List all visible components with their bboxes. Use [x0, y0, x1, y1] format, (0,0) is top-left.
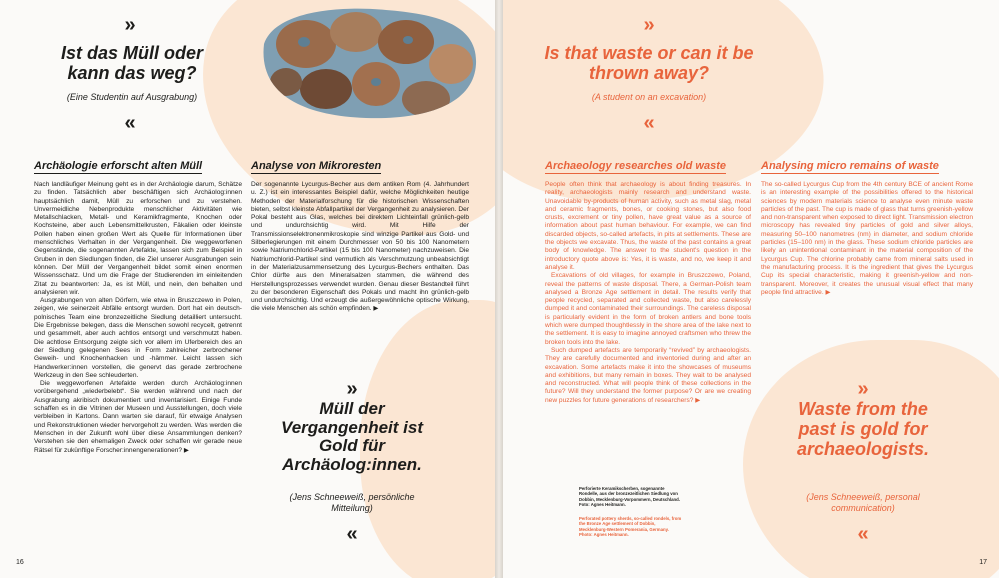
section-heading: Archaeology researches old waste — [545, 160, 726, 172]
body-column-1 — [34, 181, 242, 455]
pull-quote-attribution: (A student on an excavation) — [591, 92, 707, 102]
quote-close-mark: « — [643, 112, 655, 134]
body-column-1 — [545, 181, 751, 405]
page-number: 17 — [979, 559, 987, 566]
paragraph: Nach landläufiger Meinung geht es in der Archäologie darum, Schätze zu finden. Tatsächlich aber beschäftigen sich Archäolog:innen hauptsächlich damit, Müll zu erforschen und zu verstehen. Unvermeidliche Nebenprodukte menschlicher Aktivitäten wie Metallschlacken, Metall- und Keramikfragmente, Knochen oder Kochsteine, aber auch Lebensmittelkrusten, Fäkalien oder kleinste Pollen haben einen großen Wert als Quelle für Informationen über menschliches Verhalten in der Vergangenheit. Die weggeworfenen Gegenstände, die sogenannten Artefakte, lassen sich zum Beispiel in Gruben in den Siedlungen finden, die Ziel unserer Ausgrabungen sein können. Der Müll der Vergangenheit bildet somit einen enormen Wissensschatz. Und um die Frage der Studierenden im einleitenden Zitat zu beantworten: Ja, es ist Müll, und nein, den behalten und analysieren wir. — [34, 181, 242, 296]
pull-quote-attribution: (Jens Schneeweiß, personal communication) — [806, 492, 920, 514]
quote-open-mark: » — [857, 378, 869, 400]
pull-quote-attribution: (Jens Schneeweiß, persönliche Mitteilung) — [289, 492, 415, 514]
body-column-2 — [761, 181, 973, 297]
pull-quote-title: Is that waste or can it be thrown away? — [544, 43, 754, 83]
right-page — [503, 0, 999, 578]
quote-close-mark: « — [124, 112, 136, 134]
section-heading: Analysing micro remains of waste — [761, 160, 939, 172]
book-gutter — [495, 0, 503, 578]
photo-caption-en: Perforated pottery sherds, so-called rondels, from the Bronze Age settlement of Dobbin, Mecklenburg-Western Pomerania, Germany. Photo: Agnes Heitmann. — [579, 516, 682, 537]
quote-open-mark: » — [643, 14, 655, 36]
pull-quote-attribution: (Eine Studentin auf Ausgrabung) — [66, 92, 198, 102]
quote-close-mark: « — [346, 523, 358, 545]
paragraph: Excavations of old villages, for example in Bruszczewo, Poland, reveal the patterns of waste disposal. There, a German-Polish team analysed a Bronze Age settlement in detail. The results verify that people recycled, separated and collected waste, but also carelessly dumped it and contaminated their surroundings. The careless disposal is particularly evident in the form of broken antlers and bone tools which were dumped thoughtlessly in the shore area of the lake next to the settlement. It is easy to imagine annoyed craftsmen who threw the broken tools into the lake. — [545, 272, 751, 346]
pull-quote-title: Ist das Müll oder kann das weg? — [60, 43, 204, 83]
paragraph: Such dumped artefacts are temporarily “revived” by archaeologists. They are carefully documented and inventoried during and after an excavation. Some artefacts make it into the showcases of museums and exhibitions, but many remain in boxes. They wait to be analysed and reconstructed. What will people think of these collections in the future? Will they understand the former purpose? Or are we creating new puzzles for future generations of researchers? ▶ — [545, 346, 751, 404]
pottery-sherds-photo — [256, 4, 480, 122]
left-page — [0, 0, 495, 578]
section-heading: Analyse von Mikroresten — [251, 160, 382, 172]
paragraph: Die weggeworfenen Artefakte werden durch Archäolog:innen vorübergehend „wiederbelebt“. Sie werden während und nach der Ausgrabung akribisch dokumentiert und inventarisiert. Einige Funde schaffen es in die Vitrinen der Museen und Ausstellungen, doch viele verbleiben in Kartons. Dann warten sie darauf, für etwaige Analysen und Rekonstruktionen wieder hervorgeholt zu werden. Was werden die Menschen in der Zukunft wohl über diese Ansammlungen denken? Verstehen sie den ehemaligen Zweck oder schaffen wir gerade neue Rätsel für zukünftige Forscher:innengenerationen? ▶ — [34, 380, 242, 454]
pull-quote-title: Müll der Vergangenheit ist Gold für Archäolog:innen. — [280, 399, 423, 475]
page-number: 16 — [16, 559, 24, 566]
quote-close-mark: « — [857, 523, 869, 545]
body-column-2 — [251, 181, 469, 314]
pull-quote-title: Waste from the past is gold for archaeologists. — [796, 399, 930, 459]
quote-open-mark: » — [124, 14, 136, 36]
paragraph: People often think that archaeology is about finding treasures. In reality, archaeologists mainly research and understand waste. Unavoidable by-products of human activity, such as metal slag, metal and ceramic fragments, bones, or cooking stones, but also food crusts, excrement or tiny pollen, have great value as a source of information about past human behaviour. For example, we can find discarded objects, so-called artefacts, in pits at settlements. These are the objects we excavate. Thus, the waste of the past contains a great body of knowledge. The answer to the student's question in the introductory quote above is: Yes, it is waste, and no, we keep it and analyse it. — [545, 181, 751, 271]
section-heading: Archäologie erforscht alten Müll — [34, 160, 203, 172]
quote-open-mark: » — [346, 378, 358, 400]
paragraph: The so-called Lycurgus Cup from the 4th century BCE of ancient Rome is an interesting example of the possibilities offered to the historical sciences by modern materials science to analyse even minute waste particles of the past. The cup is made of glass that turns greenish-yellow and non-transparent when exposed to direct light. Transmission electron microscopy has revealed tiny particles of gold and silver alloys, measuring 50–100 nanometres (nm) in diameter, and sodium chloride particles (15–100 nm) in the glass. These sodium chloride particles are likely an unintentional contaminant in the material composition of the Lycurgus Cup. The chlorine probably came from mineral salts used in the manufacturing process. It is the ingredient that gives the Lycurgus Cup its special characteristic, making it greenish-yellow and non-transparent. Moreover, it creates the unusual visual effect that many people find attractive. ▶ — [761, 181, 973, 296]
paragraph: Der sogenannte Lycurgus-Becher aus dem antiken Rom (4. Jahrhundert u. Z.) ist ein interessantes Beispiel dafür, welche Möglichkeiten heutige Methoden der Materialforschung für die historischen Wissenschaften bieten, selbst kleinste Abfallpartikel der Vergangenheit zu analysieren. Der Pokal besteht aus Glas, welches bei direktem Lichteinfall grünlich-gelb und undurchsichtig wird. Mit Hilfe der Transmissionselektronenmikroskopie sind winzige Partikel aus Gold- und Silberlegierungen mit einem Durchmesser von 50 bis 100 Nanometern sowie Natriumchlorid-Partikel (15 bis 100 Nanometer) nachzuweisen. Die Natriumchlorid-Partikel sind vermutlich als Verschmutzung unbeabsichtigt in der Materialzusammensetzung des Lycurgus-Bechers enthalten. Das Chlor dürfte aus den Mineralsalzen stammen, die während des Herstellungsprozesses verwendet wurden. Genau dieser Bestandteil führt zu der besonderen Eigenschaft des Pokals und macht ihn grünlich-gelb und undurchsichtig. Und erzeugt die außergewöhnliche optische Wirkung, die viele Menschen als schön empfinden. ▶ — [251, 181, 469, 313]
paragraph: Ausgrabungen von alten Dörfern, wie etwa in Bruszczewo in Polen, zeigen, wie seinerzeit Abfälle entsorgt wurden. Dort hat ein deutsch-polnisches Team eine bronzezeitliche Siedlung detailliert untersucht. Die Ergebnisse belegen, dass die Menschen sowohl recycelt, getrennt und gesammelt, aber auch achtlos entsorgt und verschmutzt haben. Die achtlose Entsorgung zeigte sich vor allem im Uferbereich des an der Siedlung gelegenen Sees in Form zahlreicher zerbrochener Geweih- und Knochenhacken und -hämmer. Leicht lassen sich Handwerker:innen vorstellen, die genervt das gerade zerbrochene Werkzeug in den See schleuderten. — [34, 297, 242, 379]
photo-caption-de: Perforierte Keramikscherben, sogenannte Rondelle, aus der bronzezeitlichen Siedlung von Dobbin, Mecklenburg-Vorpommern, Deutschland. Foto: Agnes Heitmann. — [579, 486, 680, 507]
